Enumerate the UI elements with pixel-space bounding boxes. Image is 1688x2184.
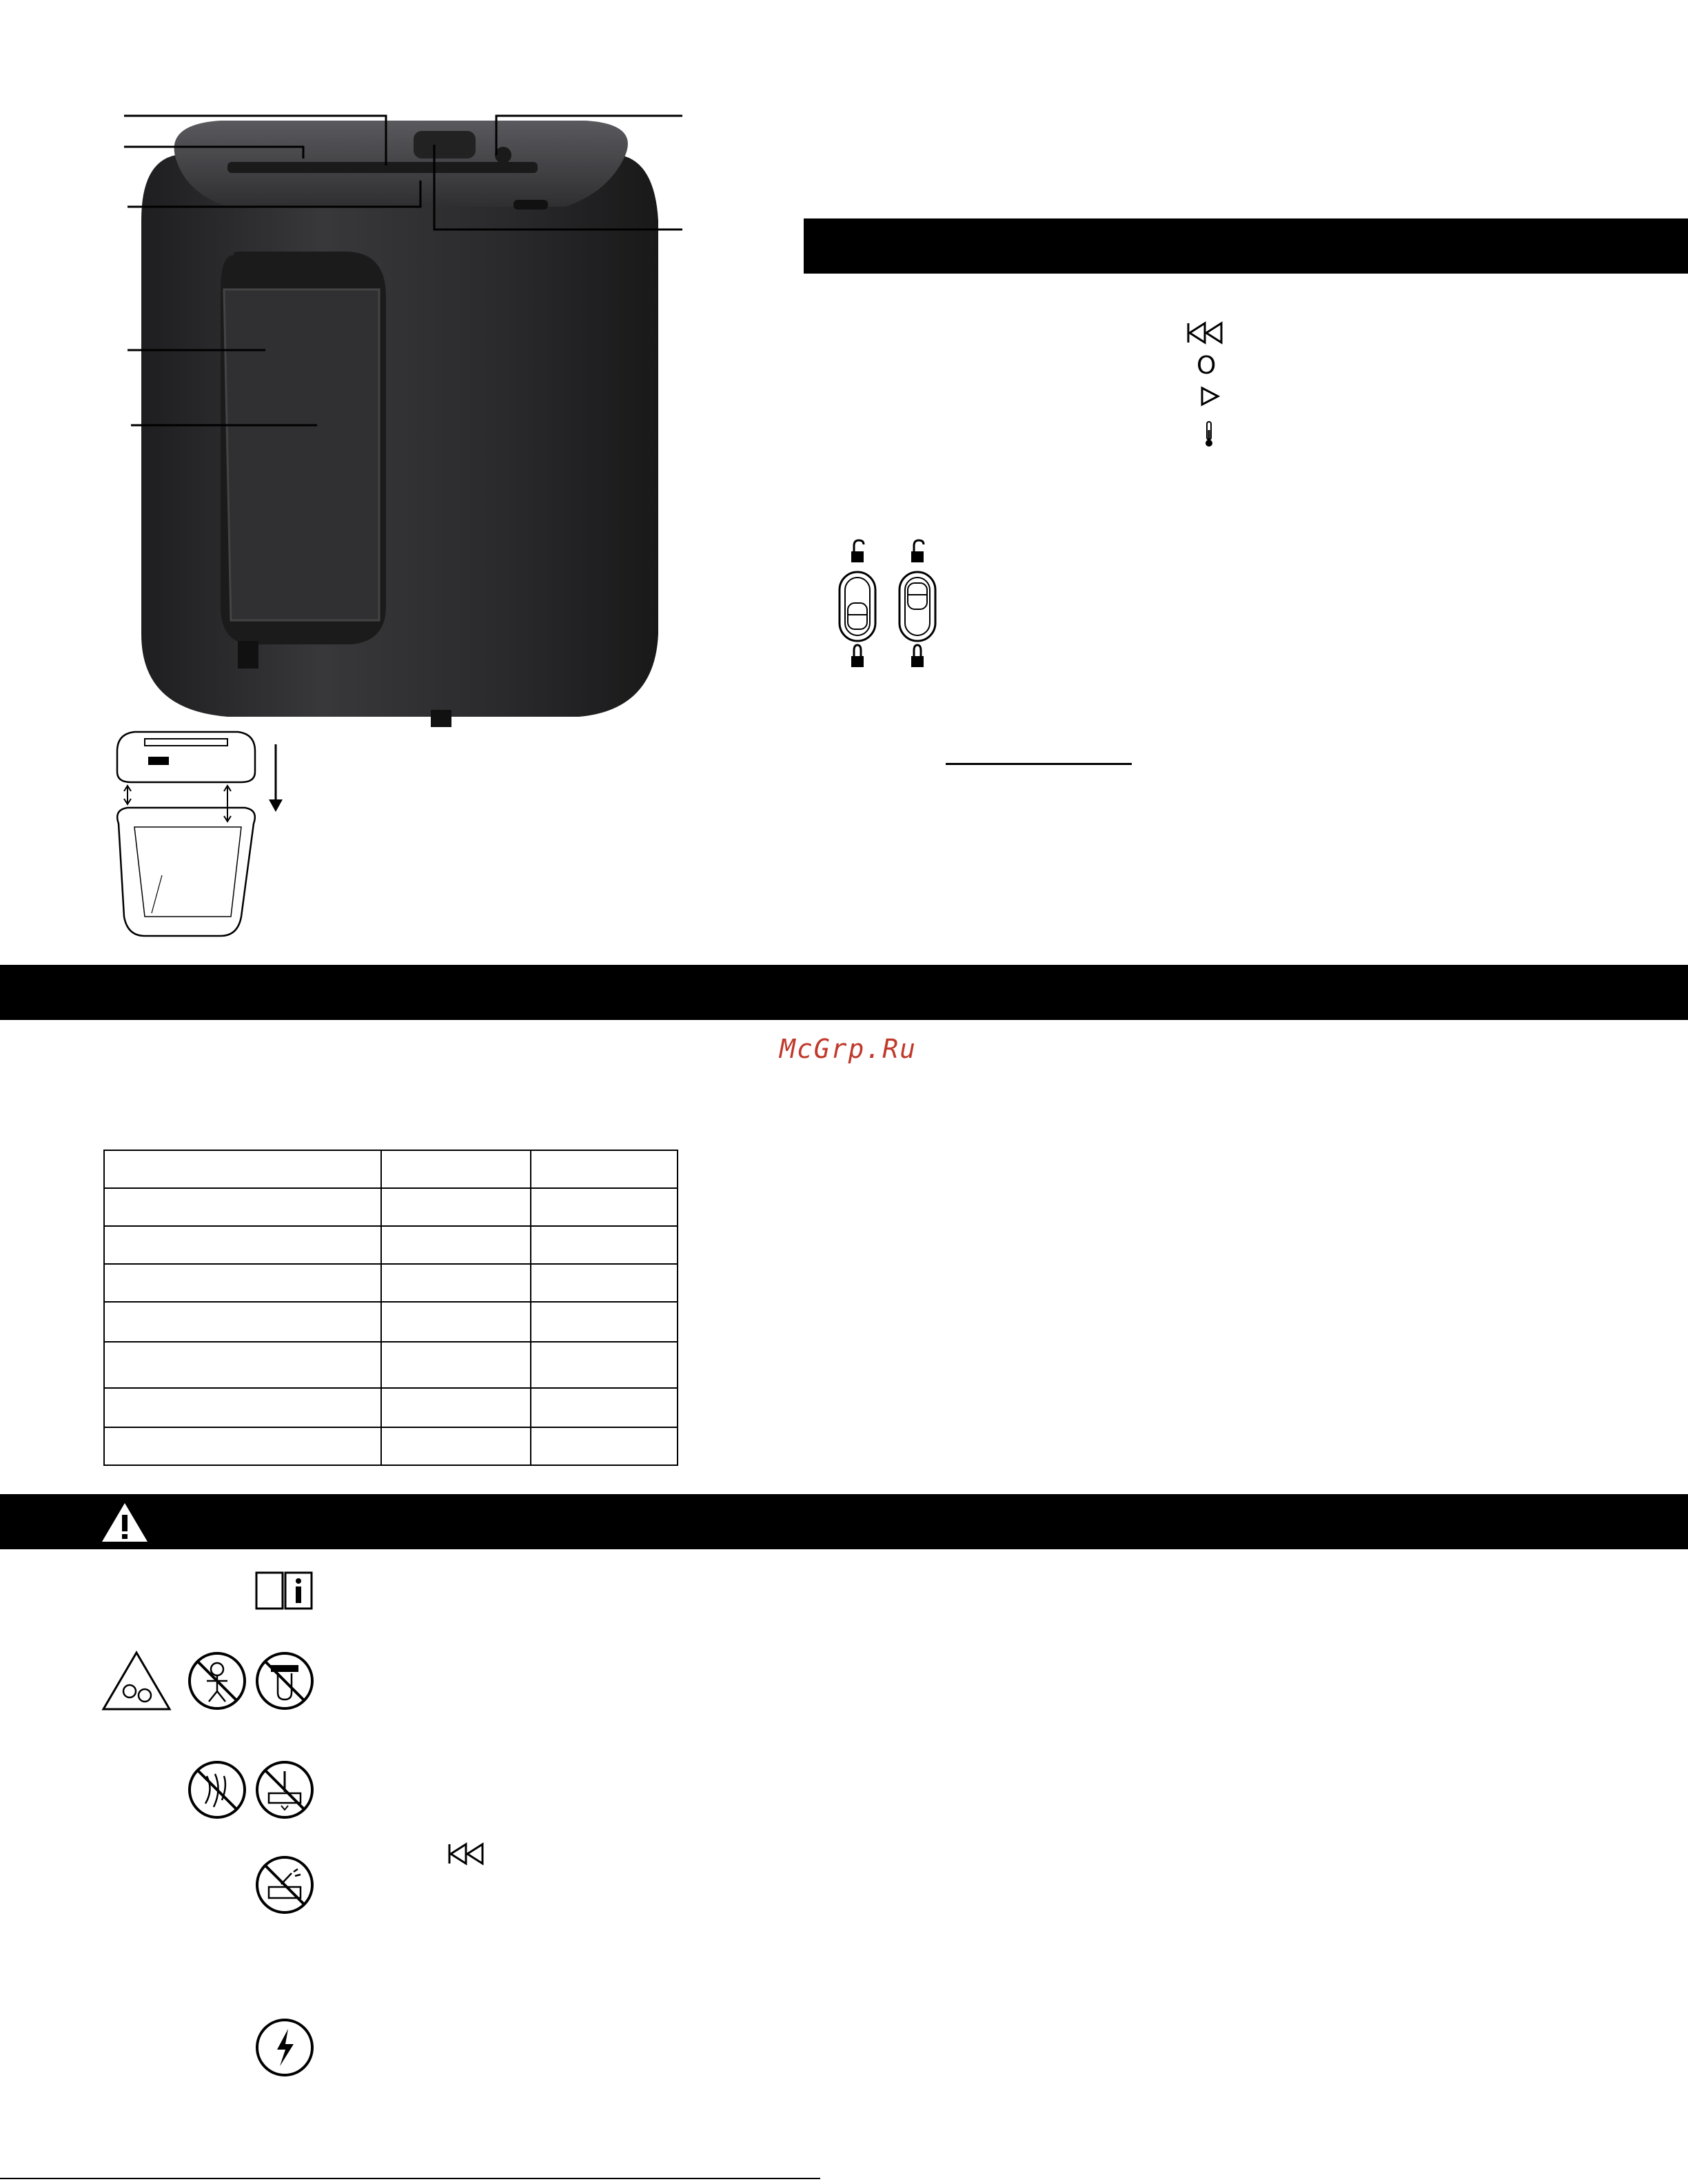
warning-triangle-icon (100, 1501, 150, 1544)
safety-header-bar (0, 1494, 1688, 1549)
keep-away-from-children-icon (186, 1650, 248, 1712)
unlocked-padlock-icon (911, 540, 924, 562)
no-loose-clothing-icon (186, 1759, 248, 1821)
moving-parts-warning-icon (101, 1650, 172, 1712)
auto-on-icon (1199, 386, 1220, 409)
reverse-icon (1186, 320, 1224, 348)
table-row (104, 1150, 678, 1188)
no-hands-icon (254, 1650, 316, 1712)
unlocked-padlock-icon (851, 540, 864, 562)
spec-table (103, 1150, 678, 1466)
locked-padlock-icon (911, 645, 924, 667)
off-symbol: O (1197, 351, 1217, 380)
thermometer-icon (1203, 420, 1214, 451)
read-manual-icon (254, 1569, 314, 1613)
lock-switch-locked (894, 538, 942, 679)
table-row (104, 1226, 678, 1264)
assembly-diagram (103, 717, 310, 937)
table-row (104, 1264, 678, 1302)
table-row (104, 1427, 678, 1465)
table-row (104, 1302, 678, 1342)
watermark: McGrp.Ru (780, 1034, 917, 1064)
lock-switch-unlocked (834, 538, 882, 679)
table-row (104, 1388, 678, 1427)
controls-header-bar (804, 218, 1688, 274)
table-row (104, 1188, 678, 1226)
electrical-hazard-icon (254, 2017, 316, 2079)
no-jewelry-icon (254, 1759, 316, 1821)
shredder-illustration (0, 0, 703, 758)
bottom-rule (0, 2178, 820, 2179)
specifications-header-bar (0, 965, 1688, 1020)
locked-padlock-icon (851, 645, 864, 667)
no-aerosol-icon (254, 1854, 316, 1916)
reverse-inline-icon (447, 1841, 485, 1866)
table-row (104, 1342, 678, 1388)
underline-rule (946, 763, 1132, 765)
